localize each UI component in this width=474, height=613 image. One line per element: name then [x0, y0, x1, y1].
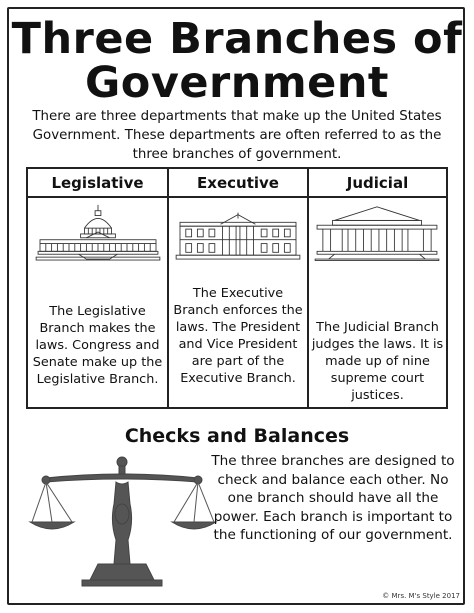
white-house-icon — [174, 203, 302, 261]
page-title-line1: Three Branches of — [11, 14, 463, 64]
judicial-description: The Judicial Branch judges the laws. It is made up of nine supreme court justices. — [311, 320, 444, 403]
column-divider — [307, 169, 309, 407]
branches-table — [26, 167, 448, 409]
executive-description: The Executive Branch enforces the laws. The President and Vice President are part of the Executive Branch. — [173, 286, 303, 386]
balance-scale-icon — [26, 452, 220, 590]
supreme-court-icon — [313, 203, 441, 261]
checks-title: Checks and Balances — [124, 425, 350, 447]
capitol-building-icon — [34, 203, 162, 261]
judicial-header: Judicial — [346, 174, 409, 192]
page-title-line2: Government — [85, 58, 389, 108]
legislative-header: Legislative — [51, 174, 144, 192]
legislative-description: The Legislative Branch makes the laws. Congress and Senate make up the Legislative Branch. — [32, 304, 163, 387]
executive-header: Executive — [197, 174, 279, 192]
checks-paragraph: The three branches are designed to check and balance each other. No one branch should have all the power. Each branch is important to the functioning of our government. — [211, 453, 455, 544]
column-divider — [167, 169, 169, 407]
copyright-text: © Mrs. M's Style 2017 — [382, 592, 460, 600]
intro-paragraph: There are three departments that make up the United States Government. These departments are often referred to as the three branches of government. — [32, 109, 442, 162]
